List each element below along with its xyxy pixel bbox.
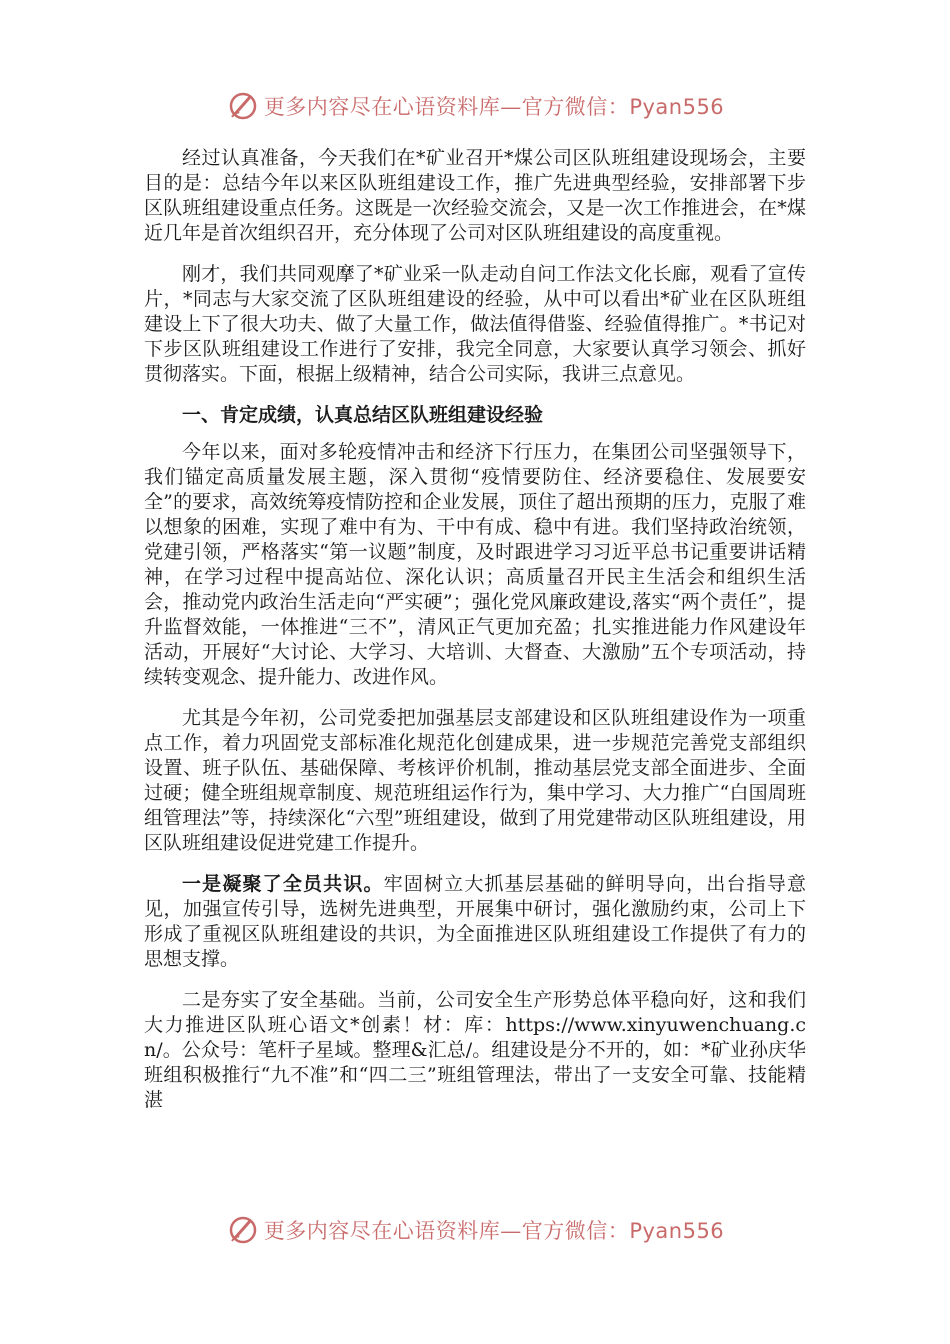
paragraph-party-building: 尤其是今年初，公司党委把加强基层支部建设和区队班组建设作为一项重点工作，着力巩固党支部标准化规范化创建成果，进一步规范完善党支部组织设置、班子队伍、基础保障、考核评价机制，推动基层党支部全面进步、全面过硬；健全班组规章制度、规范班组运作行为，集中学习、大力推广“白国周班组管理法”等，持续深化“六型”班组建设，做到了用党建带动区队班组建设，用区队班组建设促进党建工作提升。 [144, 707, 806, 854]
banner-text [264, 1215, 724, 1245]
banner-wechat-id: Pyan556 [629, 1219, 725, 1243]
banner-text-cn: 更多内容尽在心语资料库—官方微信： [263, 95, 630, 119]
banner-text [264, 91, 724, 121]
paragraph-observation: 刚才，我们共同观摩了*矿业采一队走动自问工作法文化长廊，观看了宣传片，*同志与大家交流了区队班组建设的经验，从中可以看出*矿业在区队班组建设上下了很大功夫、做了大量工作，做法值得借鉴、经验值得推广。*书记对下步区队班组建设工作进行了安排，我完全同意，大家要认真学习领会、抓好贯彻落实。下面，根据上级精神，结合公司实际，我讲三点意见。 [144, 263, 806, 385]
section-heading-1: 一、肯定成绩，认真总结区队班组建设经验 [182, 404, 544, 426]
paragraph-consensus-body: 牢固树立大抓基层基础的鲜明导向，出台指导意见，加强宣传引导，选树先进典型，开展集中研讨，强化激励约束，公司上下形成了重视区队班组建设的共识，为全面推进区队班组建设工作提供了有力的思想支撑。 [144, 873, 806, 970]
document-body [144, 146, 806, 1129]
paragraph-safety: 二是夯实了安全基础。当前，公司安全生产形势总体平稳向好，这和我们大力推进区队班心语文*创素！材：库：https://www.xinyuwenchuang.cn/。公众号：笔杆子星域。整理&汇总/。组建设是分不开的，如：*矿业孙庆华班组积极推行“九不准”和“四二三”班组管理法，带出了一支安全可靠、技能精湛 [144, 989, 806, 1111]
banner-text-cn: 更多内容尽在心语资料库—官方微信： [263, 1219, 630, 1243]
paragraph-consensus-lead: 一是凝聚了全员共识。 [182, 873, 384, 895]
header-banner [0, 86, 950, 126]
pen-swirl-logo-icon [226, 89, 260, 123]
pen-swirl-logo-icon [226, 1213, 260, 1247]
paragraph-intro: 经过认真准备，今天我们在*矿业召开*煤公司区队班组建设现场会，主要目的是：总结今年以来区队班组建设工作，推广先进典型经验，安排部署下步区队班组建设重点任务。这既是一次经验交流会，又是一次工作推进会，在*煤近几年是首次组织召开，充分体现了公司对区队班组建设的高度重视。 [144, 147, 806, 244]
banner-wechat-id: Pyan556 [629, 95, 725, 119]
paragraph-achievements: 今年以来，面对多轮疫情冲击和经济下行压力，在集团公司坚强领导下，我们锚定高质量发展主题，深入贯彻“疫情要防住、经济要稳住、发展要安全”的要求，高效统筹疫情防控和企业发展，顶住了超出预期的压力，克服了难以想象的困难，实现了难中有为、干中有成、稳中有进。我们坚持政治统领，党建引领，严格落实“第一议题”制度，及时跟进学习习近平总书记重要讲话精神，在学习过程中提高站位、深化认识；高质量召开民主生活会和组织生活会，推动党内政治生活走向“严实硬”；强化党风廉政建设,落实“两个责任”，提升监督效能，一体推进“三不”，清风正气更加充盈；扎实推进能力作风建设年活动，开展好“大讨论、大学习、大培训、大督查、大激励”五个专项活动，持续转变观念、提升能力、改进作风。 [144, 441, 806, 688]
paragraph-consensus [144, 872, 806, 972]
footer-banner [0, 1210, 950, 1250]
